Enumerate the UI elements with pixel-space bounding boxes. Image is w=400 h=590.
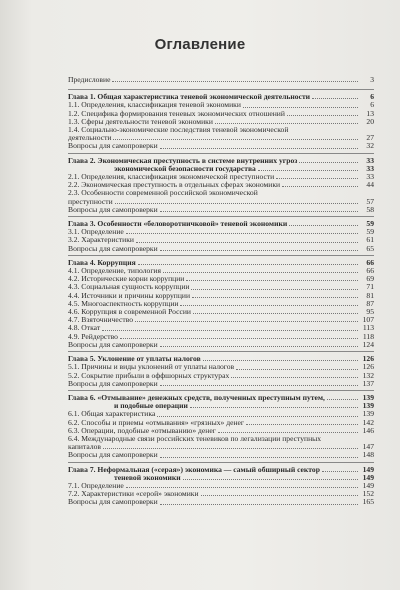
toc-entry-text: 4.6. Коррупция в современной России: [68, 307, 192, 317]
toc-entry-text: 4.2. Исторические корни коррупции: [68, 274, 185, 284]
toc-entry-text: и подобные операции: [114, 401, 188, 411]
toc-subsection: [68, 435, 374, 451]
dot-leader: [160, 385, 358, 386]
toc-entry-text: 3.2. Характеристики: [68, 235, 134, 245]
toc-entry-text: деятельности: [68, 133, 112, 143]
toc-page-number: 139: [362, 401, 374, 411]
dot-leader: [113, 139, 358, 140]
toc-page-number: 61: [366, 235, 374, 245]
section-divider: [68, 462, 374, 463]
toc-entry-text: 6.1. Общая характеристика: [68, 409, 156, 419]
toc-subsection: [68, 206, 374, 214]
toc-entry-text: 1.3. Сферы деятельности теневой экономики: [68, 116, 213, 126]
toc-page-number: 3: [370, 75, 374, 84]
toc-entry-text: Вопросы для самопроверки: [68, 243, 158, 253]
toc-page-number: 32: [366, 141, 374, 151]
toc-entry-text: 1.1. Определения, классификация теневой экономики: [68, 100, 241, 110]
toc-page-number: 146: [362, 425, 374, 435]
toc-page-number: 59: [366, 227, 374, 237]
dot-leader: [160, 250, 358, 251]
toc-chapter-heading: [68, 466, 374, 482]
dot-leader: [160, 211, 358, 212]
dot-leader: [218, 432, 358, 433]
toc-page-number: 6: [370, 92, 374, 102]
toc-page-number: 6: [370, 100, 374, 110]
toc-chapter-heading: [68, 157, 374, 173]
dot-leader: [193, 313, 358, 314]
dot-leader: [289, 225, 358, 226]
toc-entry-text: 6.3. Операции, подобные «отмыванию» денег: [68, 425, 216, 435]
toc-entry-text: 4.7. Взяточничество: [68, 315, 134, 325]
toc-entry-text: Вопросы для самопроверки: [68, 497, 158, 507]
section-divider: [68, 390, 374, 391]
dot-leader: [258, 170, 358, 171]
toc-page-number: 149: [362, 472, 374, 482]
toc-subsection: [68, 498, 374, 506]
dot-leader: [203, 360, 358, 361]
toc-page-number: 81: [366, 290, 374, 300]
dot-leader: [183, 479, 358, 480]
toc-entry-text: 4.4. Источники и причины коррупции: [68, 290, 191, 300]
toc-entry-text: 6.4. Международные связи российских теневиков по легализации преступных: [68, 433, 322, 443]
dot-leader: [126, 487, 358, 488]
dot-leader: [192, 297, 358, 298]
toc-page-number: 142: [362, 417, 374, 427]
toc-entry-text: 6.2. Способы и приемы «отмывания» «грязных» денег: [68, 417, 245, 427]
dot-leader: [138, 264, 358, 265]
dot-leader: [186, 280, 358, 281]
toc-entry-text: Глава 7. Неформальная («серая») экономика — самый обширный сектор: [68, 464, 320, 474]
section-divider: [68, 255, 374, 256]
toc-entry-text: Глава 4. Коррупция: [68, 257, 136, 267]
toc-entry-text: 7.2. Характеристики «серой» экономики: [68, 489, 199, 499]
toc-page-number: 95: [366, 307, 374, 317]
toc-page-number: 27: [366, 133, 374, 143]
toc-page-number: 149: [362, 480, 374, 490]
toc-entry-text: Вопросы для самопроверки: [68, 378, 158, 388]
toc-page-number: 57: [366, 196, 374, 206]
toc-page-number: 107: [362, 315, 374, 325]
toc-page-number: 44: [366, 180, 374, 190]
dot-leader: [160, 504, 358, 505]
toc-entry-text: 4.5. Многоаспектность коррупции: [68, 298, 179, 308]
toc-page-number: 118: [362, 331, 374, 341]
dot-leader: [215, 123, 358, 124]
dot-leader: [120, 338, 358, 339]
section-divider: [68, 351, 374, 352]
dot-leader: [190, 407, 358, 408]
toc-subsection: [68, 181, 374, 189]
toc-entry-text: экономической безопасности государства: [114, 163, 256, 173]
page-title: Оглавление: [154, 36, 246, 53]
toc-page-number: 126: [362, 362, 374, 372]
toc-entry-text: 4.9. Рейдерство: [68, 331, 118, 341]
toc-entry-text: капиталов: [68, 442, 101, 452]
dot-leader: [157, 416, 358, 417]
dot-leader: [327, 399, 358, 400]
dot-leader: [160, 457, 358, 458]
toc-subsection: [68, 427, 374, 435]
toc-subsection: [68, 126, 374, 142]
dot-leader: [282, 186, 358, 187]
toc-page-number: 69: [366, 274, 374, 284]
toc-page-number: 132: [362, 370, 374, 380]
toc-subsection: [68, 142, 374, 150]
toc-page-number: 66: [366, 257, 374, 267]
dot-leader: [103, 448, 358, 449]
toc-subsection: [68, 451, 374, 459]
toc-page-number: 71: [366, 282, 374, 292]
toc-entry-preface: [68, 76, 374, 84]
toc-entry-text: 4.1. Определение, типология: [68, 266, 161, 276]
toc-chapter-heading: [68, 394, 374, 410]
dot-leader: [115, 203, 358, 204]
section-divider: [68, 153, 374, 154]
dot-leader: [112, 81, 358, 82]
dot-leader: [276, 178, 358, 179]
toc-page-number: 147: [362, 442, 374, 452]
toc-page-number: 149: [362, 464, 374, 474]
dot-leader: [160, 346, 358, 347]
dot-leader: [236, 369, 358, 370]
toc-entry-text: Вопросы для самопроверки: [68, 339, 158, 349]
dot-leader: [246, 424, 358, 425]
toc-page-number: 66: [366, 266, 374, 276]
toc-entry-text: 5.1. Причины и виды уклонений от уплаты налогов: [68, 362, 235, 372]
toc-entry-text: 7.1. Определение: [68, 480, 124, 490]
toc-page-number: 139: [362, 409, 374, 419]
dot-leader: [102, 330, 358, 331]
dot-leader: [243, 107, 358, 108]
dot-leader: [135, 321, 358, 322]
section-divider: [68, 216, 374, 217]
toc-subsection: [68, 341, 374, 349]
dot-leader: [231, 377, 358, 378]
section-divider: [68, 89, 374, 90]
toc-entry-text: Вопросы для самопроверки: [68, 204, 158, 214]
toc-entry-text: 2.1. Определения, классификация экономической преступности: [68, 172, 275, 182]
toc-page-number: 33: [366, 172, 374, 182]
toc-subsection: [68, 189, 374, 205]
toc-entry-text: Глава 6. «Отмывание» денежных средств, полученных преступным путем,: [68, 392, 325, 402]
toc-page-number: 124: [362, 339, 374, 349]
dot-leader: [299, 162, 358, 163]
table-of-contents: [68, 76, 374, 507]
toc-subsection: [68, 316, 374, 324]
toc-entry-text: теневой экономики: [114, 472, 181, 482]
toc-entry-text: 1.2. Специфика формирования теневых экономических отношений: [68, 108, 285, 118]
toc-page-number: 13: [366, 108, 374, 118]
toc-page-number: 65: [366, 243, 374, 253]
dot-leader: [126, 233, 358, 234]
toc-page-number: 152: [362, 489, 374, 499]
toc-page-number: 126: [362, 354, 374, 364]
dot-leader: [160, 148, 358, 149]
toc-subsection: [68, 245, 374, 253]
toc-page-number: 139: [362, 392, 374, 402]
toc-subsection: [68, 380, 374, 388]
toc-subsection: [68, 118, 374, 126]
toc-page-number: 113: [362, 323, 374, 333]
dot-leader: [136, 242, 358, 243]
toc-entry-text: Глава 2. Экономическая преступность в системе внутренних угроз: [68, 155, 298, 165]
toc-entry-text: преступности: [68, 196, 113, 206]
toc-page-number: 148: [362, 450, 374, 460]
dot-leader: [201, 495, 358, 496]
dot-leader: [191, 289, 358, 290]
toc-entry-text: Глава 5. Уклонение от уплаты налогов: [68, 354, 201, 364]
dot-leader: [163, 272, 358, 273]
toc-entry-text: 2.2. Экономическая преступность в отдельных сферах экономики: [68, 180, 281, 190]
dot-leader: [287, 115, 358, 116]
toc-page-number: 20: [366, 116, 374, 126]
toc-entry-text: Глава 1. Общая характеристика теневой экономической деятельности: [68, 92, 311, 102]
toc-entry-text: 2.3. Особенности современной российской экономической: [68, 188, 258, 198]
dot-leader: [180, 305, 358, 306]
toc-page-number: 137: [362, 378, 374, 388]
dot-leader: [322, 471, 358, 472]
toc-page-number: 59: [366, 219, 374, 229]
toc-page-number: 33: [366, 163, 374, 173]
toc-entry-text: 4.3. Социальная сущность коррупции: [68, 282, 190, 292]
toc-page-number: 33: [366, 155, 374, 165]
toc-entry-text: 1.4. Социально-экономические последствия теневой экономической: [68, 125, 289, 135]
dot-leader: [312, 98, 358, 99]
toc-entry-text: 3.1. Определение: [68, 227, 124, 237]
toc-entry-text: 4.8. Откат: [68, 323, 101, 333]
toc-entry-text: 5.2. Сокрытие прибыли в оффшорных структурах: [68, 370, 230, 380]
toc-entry-text: Предисловие: [68, 75, 111, 84]
toc-entry-text: Глава 3. Особенности «беловоротничковой» теневой экономики: [68, 219, 288, 229]
toc-entry-text: Вопросы для самопроверки: [68, 141, 158, 151]
toc-page-number: 58: [366, 204, 374, 214]
toc-entry-text: Вопросы для самопроверки: [68, 450, 158, 460]
toc-page-number: 87: [366, 298, 374, 308]
toc-page-number: 165: [362, 497, 374, 507]
